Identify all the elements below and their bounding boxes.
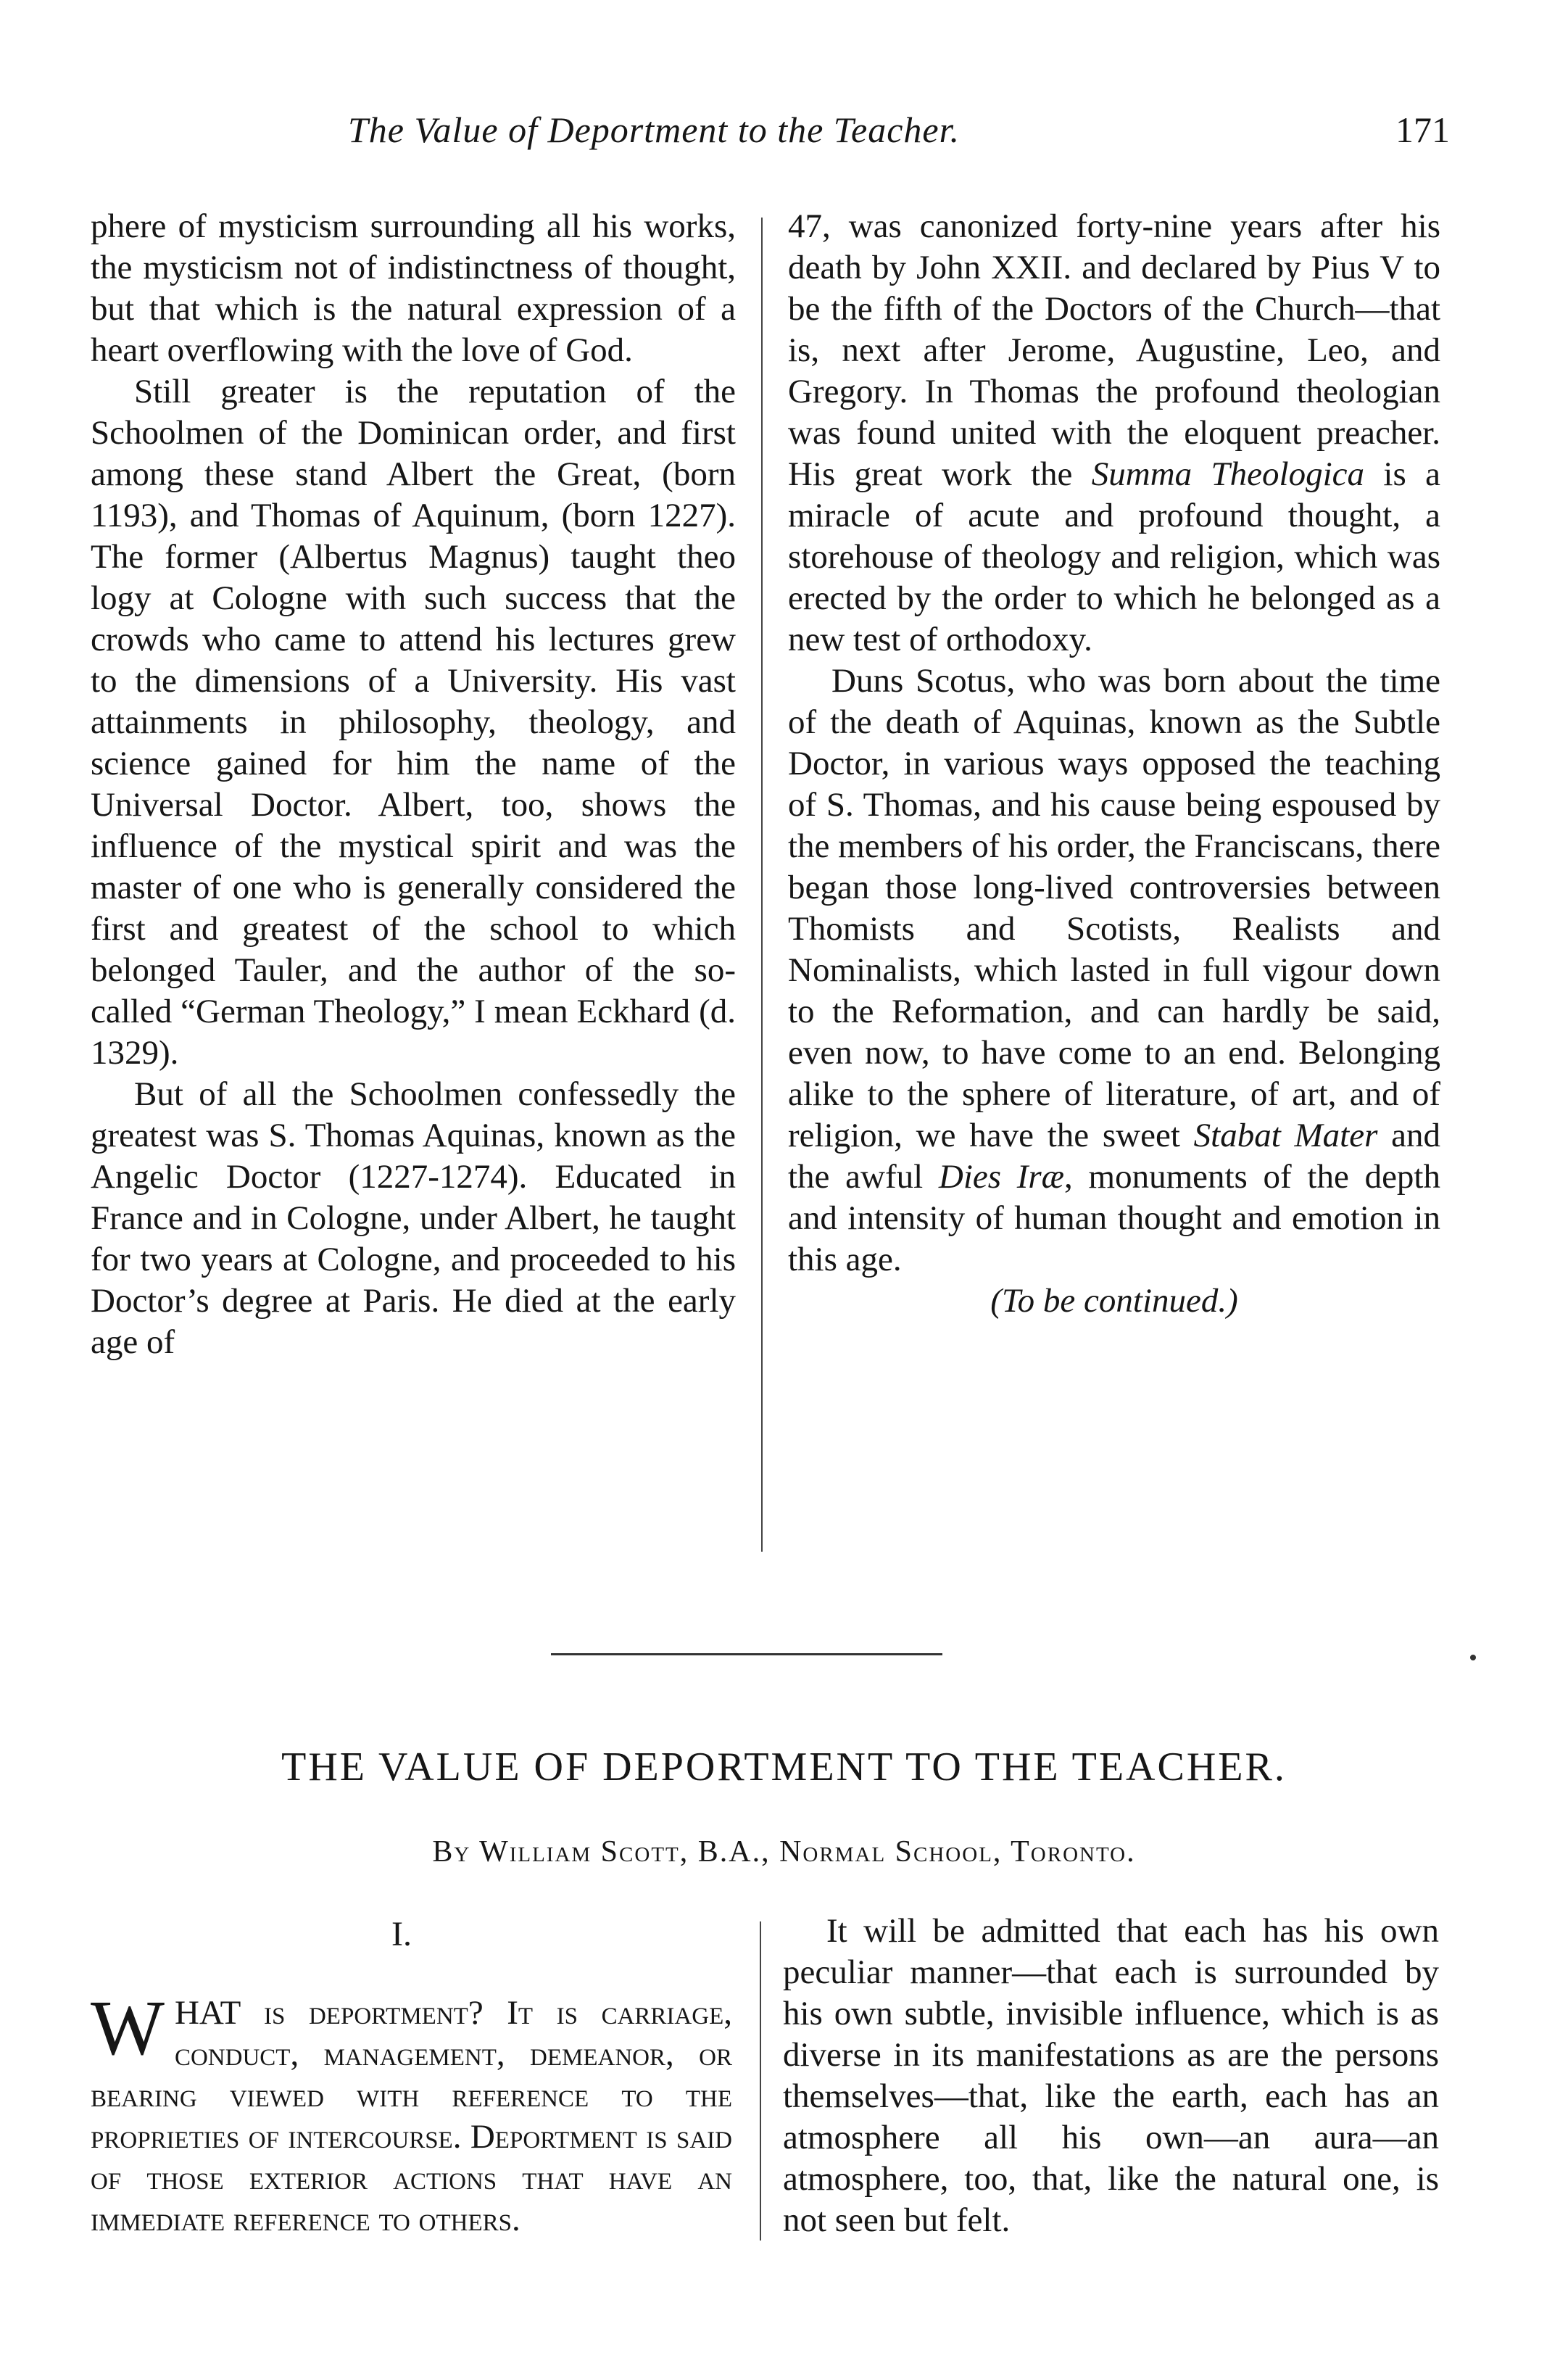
text-run: and the awful bbox=[788, 1117, 1440, 1196]
column-divider bbox=[760, 1921, 761, 2241]
running-title: The Value of Deportment to the Teacher. bbox=[348, 109, 961, 150]
left-column-new-article bbox=[91, 1985, 732, 2241]
hymn-title: Dies Iræ bbox=[938, 1158, 1065, 1196]
left-column-continued bbox=[91, 206, 736, 1363]
page-number: 171 bbox=[1395, 109, 1450, 150]
continued-note: (To be continued.) bbox=[990, 1282, 1238, 1320]
right-column-continued bbox=[788, 206, 1440, 1322]
paragraph: Still greater is the reputation of the Schoolmen of the Dominican order, and first among these stand Albert the Great, (born 1193), and Thomas of Aquinum, (born 1227). The former (Albertus Magnus) taught theo logy at Cologne with such success that the crowds who came to attend his lectures grew to the dimensions of a University. His vast attainments in philosophy, theology, and science gained for him the name of the Universal Doctor. Albert, too, shows the influence of the mystical spirit and was the master of one who is generally considered the first and greatest of the school to which belonged Tauler, and the author of the so-called “German Theology,” I mean Eckhard (d. 1329). bbox=[91, 373, 736, 1072]
drop-cap: W bbox=[91, 1985, 165, 2072]
article-title: THE VALUE OF DEPORTMENT TO THE TEACHER. bbox=[281, 1745, 1287, 1790]
book-title: Summa Theologica bbox=[1091, 455, 1365, 493]
byline: By William Scott, B.A., Normal School, Toronto. bbox=[432, 1835, 1136, 1869]
printer-mark bbox=[1470, 1655, 1476, 1660]
right-column-new-article bbox=[783, 1911, 1439, 2241]
paragraph bbox=[788, 206, 1440, 661]
paragraph bbox=[91, 1985, 732, 2241]
text-run: is a miracle of acute and profound thought, a storehouse of theology and religion, which was erected by the order to which he belonged as a new test of orthodoxy. bbox=[788, 455, 1440, 658]
text-run: , monuments of the depth and intensity of human thought and emotion in this age. bbox=[788, 1158, 1440, 1278]
paragraph: But of all the Schoolmen confessedly the greatest was S. Thomas Aquinas, known as the Angelic Doctor (1227-1274). Educated in France and in Cologne, under Albert, he taught for two years at Cologne, and proceeded to his Doctor’s degree at Paris. He died at the early age of bbox=[91, 1075, 736, 1361]
paragraph: It will be admitted that each has his own peculiar manner—that each is surrounded by his own subtle, invisible influence, which is as diverse in its manifestations as are the persons themselves—that, like the earth, each has an atmosphere all his own—an aura—an atmosphere, too, that, like the natural one, is not seen but felt. bbox=[783, 1912, 1439, 2239]
hymn-title: Stabat Mater bbox=[1193, 1117, 1378, 1154]
section-separator bbox=[551, 1653, 942, 1655]
paragraph bbox=[788, 661, 1440, 1280]
section-number: I. bbox=[391, 1915, 412, 1953]
text-run: Duns Scotus, who was born about the time of the death of Aquinas, known as the Subtle Doctor, in various ways opposed the teaching of S. Thomas, and his cause being espoused by the members of his order, the Franciscans, there began those long-lived controversies between Thomists and Scotists, Realists and Nominalists, which lasted in full vigour down to the Reformation, and can hardly be said, even now, to have come to an end. Belonging alike to the sphere of literature, of art, and of religion, we have the sweet bbox=[788, 662, 1440, 1154]
to-be-continued bbox=[788, 1280, 1440, 1322]
column-divider bbox=[761, 218, 763, 1552]
paragraph: phere of mysticism surrounding all his works, the mysticism not of indistinctness of thought, but that which is the natural expression of a heart overflowing with the love of God. bbox=[91, 207, 736, 369]
text-run: HAT is deportment? It is carriage, conduct, management, demeanor, or bearing viewed with reference to the proprieties of intercourse. Deportment is said of those exterior actions that have an immediate reference to others. bbox=[91, 1994, 732, 2238]
text-run: 47, was canonized forty-nine years after his death by John XXII. and declared by Pius V to be the fifth of the Doctors of the Church—that is, next after Jerome, Augustine, Leo, and Gregory. In Thomas the profound theologian was found united with the eloquent preacher. His great work the bbox=[788, 207, 1440, 493]
